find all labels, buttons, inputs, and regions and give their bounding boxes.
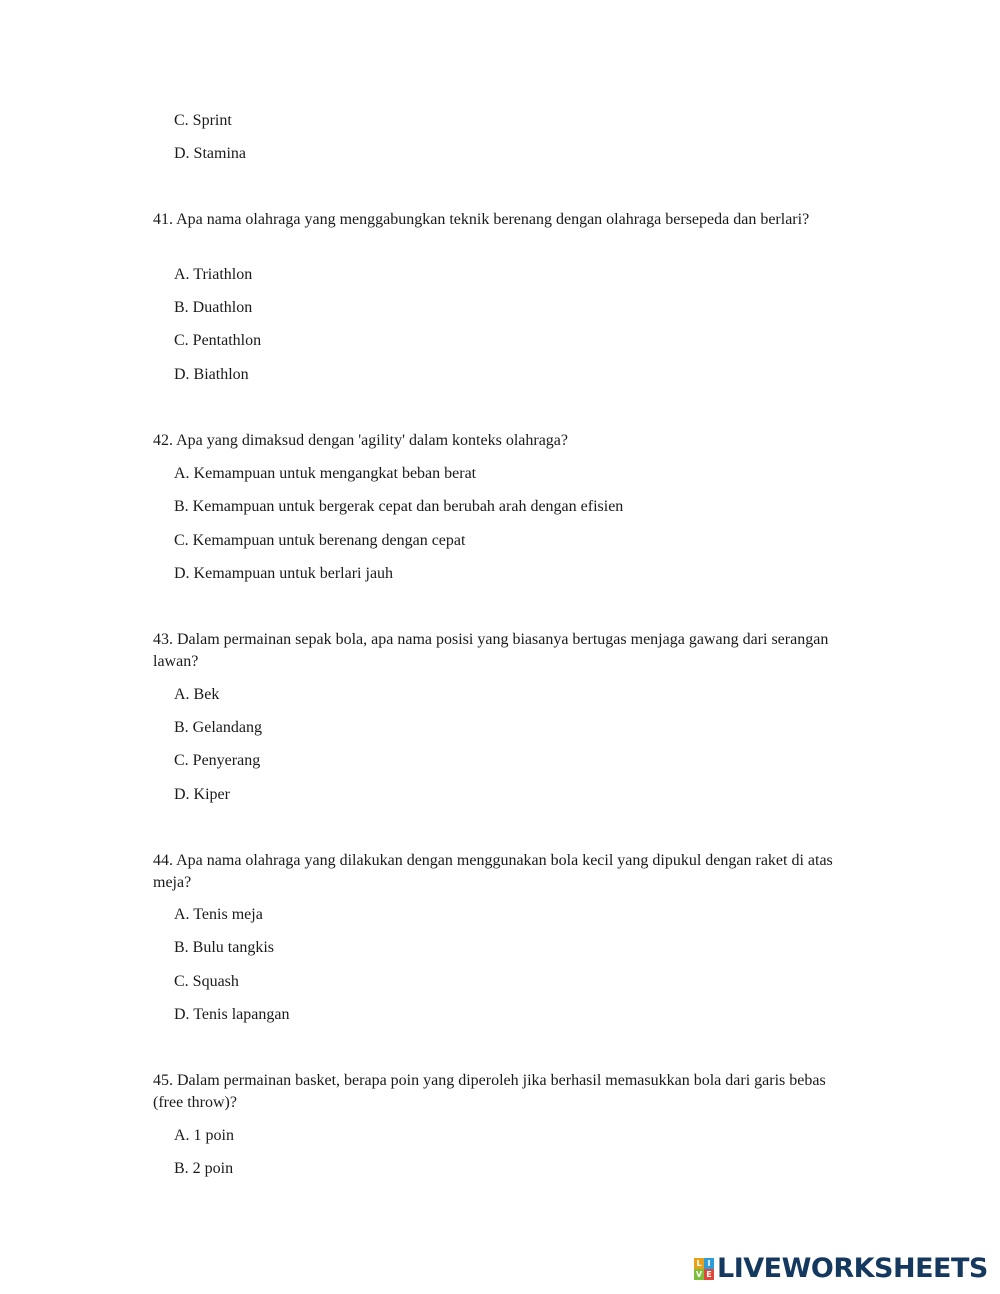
option-q43-c: C. Penyerang [174,752,261,769]
option-q41-a: A. Triathlon [174,266,253,283]
option-q42-c: C. Kemampuan untuk berenang dengan cepat [174,532,466,549]
question-43-text: 43. Dalam permainan sepak bola, apa nama posisi yang biasanya bertugas menjaga gawang dari serangan lawan? [153,631,829,670]
question-45-text: 45. Dalam permainan basket, berapa poin yang diperoleh jika berhasil memasukkan bola dari garis bebas (free throw)? [153,1072,826,1111]
logo-block-l: L [694,1258,704,1269]
option-q41-c: C. Pentathlon [174,332,262,349]
option-q43-d: D. Kiper [174,786,230,803]
option-q43-b: B. Gelandang [174,719,262,736]
liveworksheets-logo [694,1254,988,1284]
option-q41-d: D. Biathlon [174,366,249,383]
option-q43-a: A. Bek [174,686,220,703]
option-q42-a: A. Kemampuan untuk mengangkat beban berat [174,465,477,482]
logo-block-i: I [704,1258,714,1269]
option-q40-c: C. Sprint [174,112,232,129]
option-q42-b: B. Kemampuan untuk bergerak cepat dan berubah arah dengan efisien [174,498,624,515]
option-q42-d: D. Kemampuan untuk berlari jauh [174,565,394,582]
option-q44-b: B. Bulu tangkis [174,939,275,956]
live-blocks-icon [694,1258,714,1280]
option-q41-b: B. Duathlon [174,299,253,316]
option-q40-d: D. Stamina [174,145,246,162]
option-q44-c: C. Squash [174,973,239,990]
option-q45-b: B. 2 poin [174,1160,234,1177]
logo-block-e: E [704,1269,714,1280]
question-42-text: 42. Apa yang dimaksud dengan 'agility' dalam konteks olahraga? [153,432,568,449]
brand-name: LIVEWORKSHEETS [717,1253,988,1284]
option-q44-d: D. Tenis lapangan [174,1006,290,1023]
option-q45-a: A. 1 poin [174,1127,234,1144]
question-41-text: 41. Apa nama olahraga yang menggabungkan teknik berenang dengan olahraga bersepeda dan berlari? [153,211,810,228]
option-q44-a: A. Tenis meja [174,906,263,923]
logo-block-v: V [695,1269,703,1279]
question-44-text: 44. Apa nama olahraga yang dilakukan dengan menggunakan bola kecil yang dipukul dengan raket di atas meja? [153,852,833,891]
